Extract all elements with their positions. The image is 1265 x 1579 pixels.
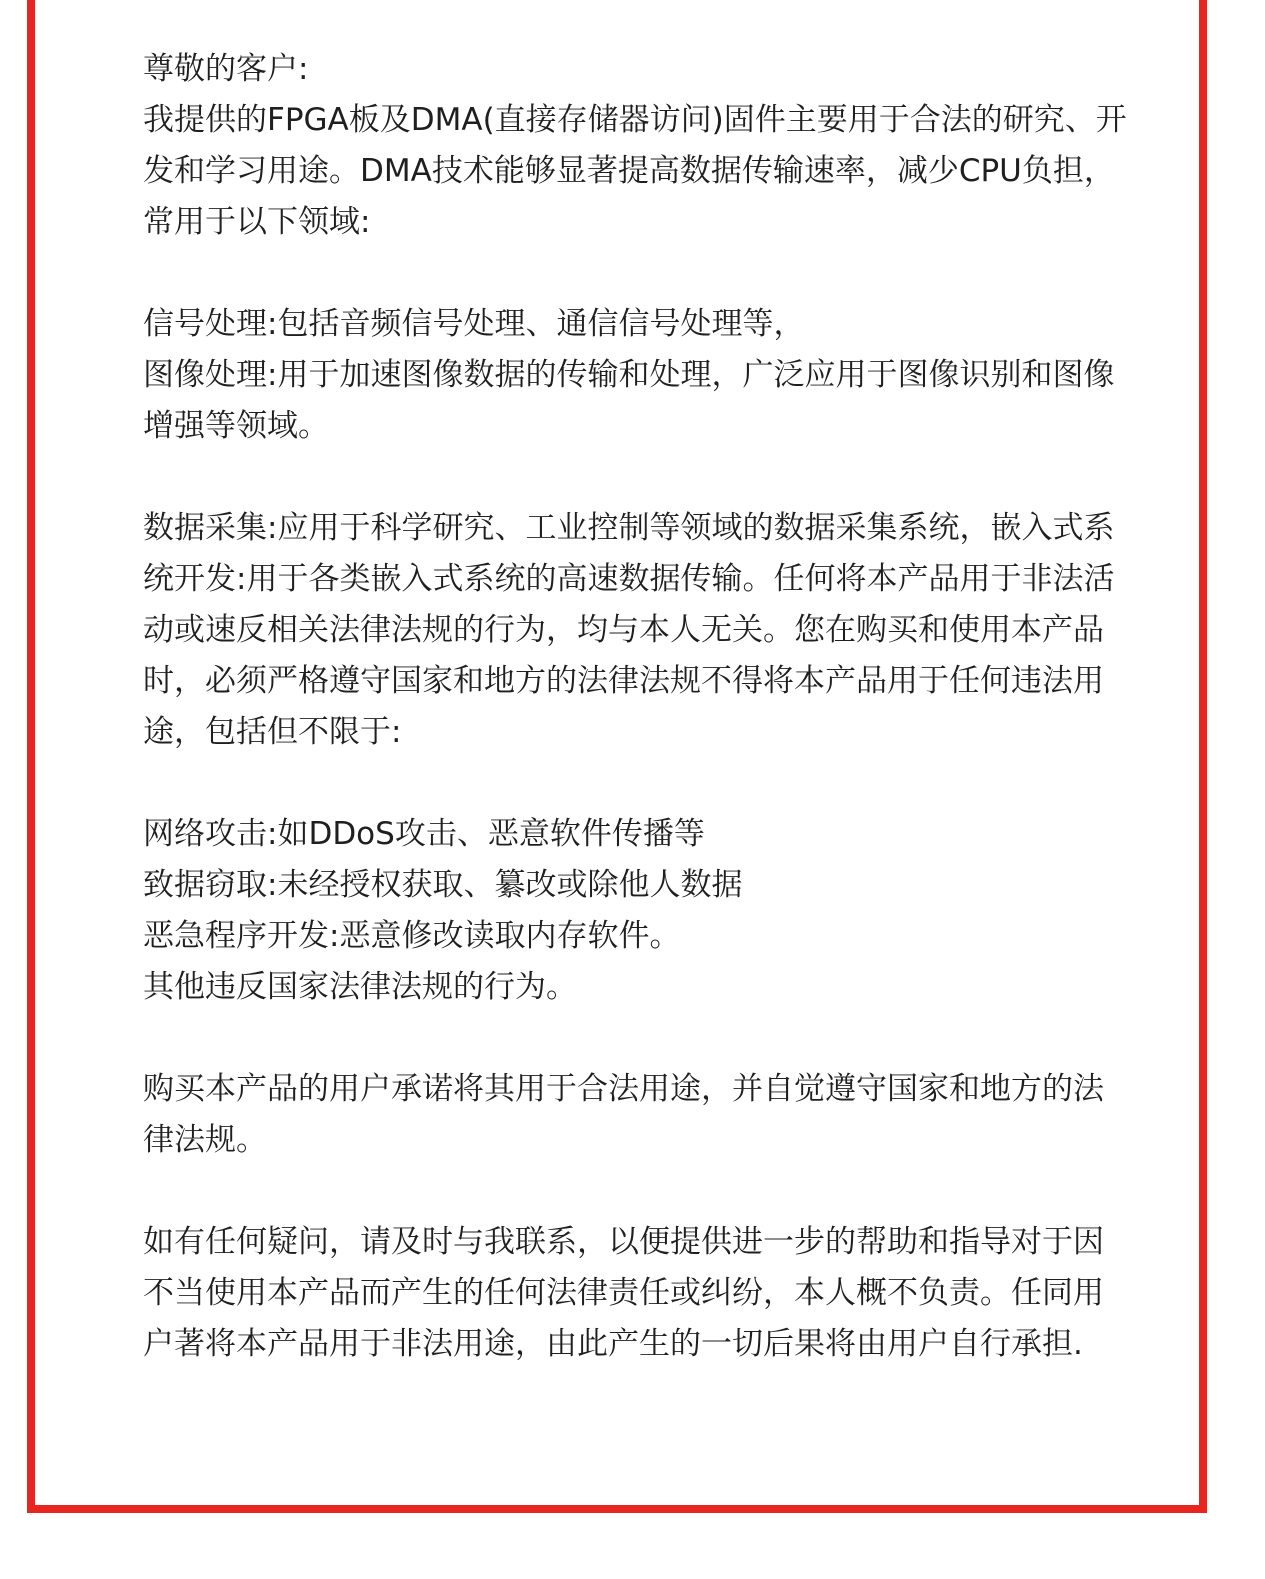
prohibited-item-network: 网络攻击:如DDoS攻击、恶意软件传播等 — [143, 816, 705, 852]
use-item-signal: 信号处理:包括音频信号处理、通信信号处理等， — [143, 306, 805, 342]
paragraph-gap — [143, 248, 1128, 299]
salutation: 尊敬的客户: — [143, 51, 309, 87]
paragraph-gap — [143, 1166, 1128, 1217]
document-frame — [27, 0, 1207, 1513]
prohibited-item-data: 致据窃取:未经授权获取、纂改或除他人数据 — [143, 867, 743, 903]
use-item-image: 图像处理:用于加速图像数据的传输和处理，广泛应用于图像识别和图像增强等领域。 — [143, 357, 1115, 444]
paragraph-gap — [143, 758, 1128, 809]
disclaimer-text — [143, 44, 1128, 1370]
paragraph-gap — [143, 1013, 1128, 1064]
paragraph-gap — [143, 452, 1128, 503]
prohibited-item-malware: 恶急程序开发:恶意修改读取内存软件。 — [143, 918, 681, 954]
intro-paragraph: 我提供的FPGA板及DMA(直接存储器访问)固件主要用于合法的研究、开发和学习用途。DMA技术能够显著提高数据传输速率，减少CPU负担，常用于以下领域: — [143, 102, 1127, 240]
data-collection-paragraph: 数据采集:应用于科学研究、工业控制等领域的数据采集系统，嵌入式系统开发:用于各类嵌入式系统的高速数据传输。任何将本产品用于非法活动或速反相关法律法规的行为，均与本人无关。您在购买和使用本产品时，必须严格遵守国家和地方的法律法规不得将本产品用于任何违法用途，包括但不限于: — [143, 510, 1115, 750]
commitment-paragraph: 购买本产品的用户承诺将其用于合法用途，并自觉遵守国家和地方的法律法规。 — [143, 1071, 1104, 1158]
closing-paragraph: 如有任何疑问，请及时与我联系，以便提供进一步的帮助和指导对于因不当使用本产品而产生的任何法律责任或纠纷，本人概不负责。任同用户著将本产品用于非法用途，由此产生的一切后果将由用户自行承担. — [143, 1224, 1104, 1362]
prohibited-item-other: 其他违反国家法律法规的行为。 — [143, 969, 577, 1005]
